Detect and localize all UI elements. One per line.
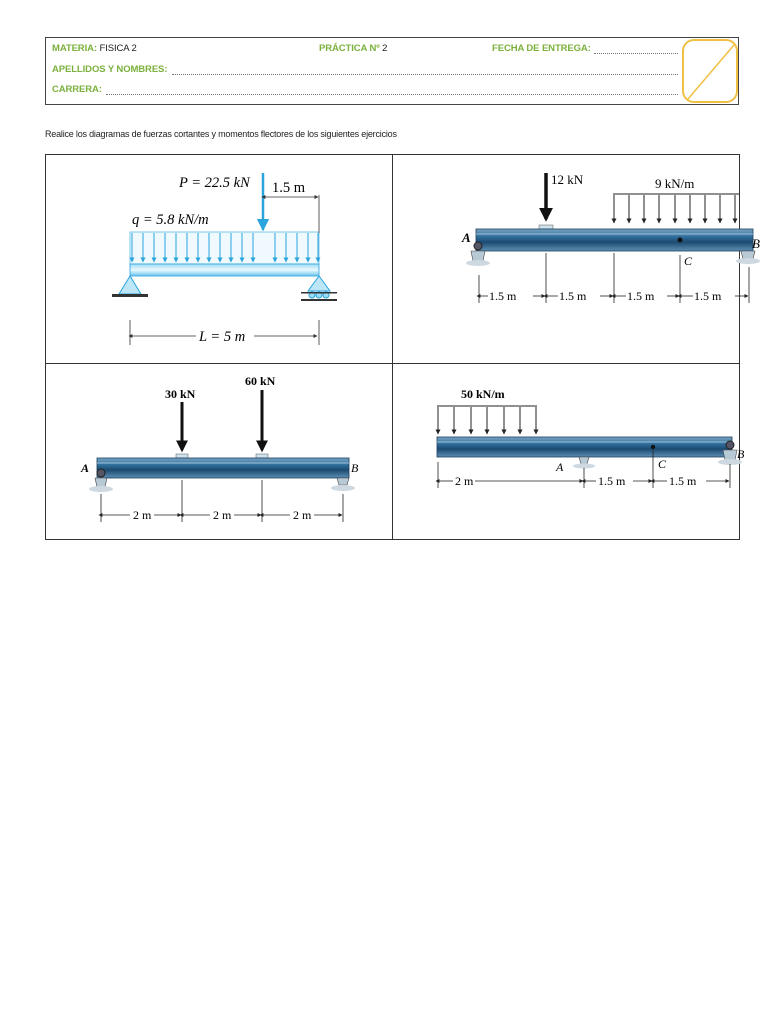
materia-label: MATERIA: (52, 43, 97, 54)
p2-point-c: C (684, 254, 693, 268)
p4-point-b: B (737, 447, 745, 461)
problem-2-figure (393, 155, 760, 363)
practica-label: PRÁCTICA Nº (319, 43, 380, 54)
instructions-text: Realice los diagramas de fuerzas cortantes y momentos flectores de los siguientes ejercicios (45, 129, 397, 139)
p1-dist-label: 1.5 m (272, 180, 306, 196)
header-box (45, 37, 739, 105)
p2-dim-4: 1.5 m (694, 289, 722, 303)
p2-dim-3: 1.5 m (627, 289, 655, 303)
p4-dim-2: 1.5 m (598, 474, 626, 488)
materia-row (52, 43, 137, 54)
p2-point-b: B (752, 236, 760, 251)
fecha-label: FECHA DE ENTREGA: (492, 43, 591, 54)
apellidos-blank[interactable] (172, 74, 678, 75)
materia-value: FISICA 2 (99, 43, 137, 54)
p4-dist-load-label: 50 kN/m (461, 387, 505, 401)
p2-point-a: A (462, 230, 471, 245)
p1-length-label: L = 5 m (199, 329, 246, 345)
carrera-row (52, 84, 102, 95)
practica-row (319, 43, 387, 54)
fecha-blank[interactable] (594, 53, 678, 54)
problem-1-figure (46, 155, 392, 363)
apellidos-row (52, 64, 167, 75)
apellidos-label: APELLIDOS Y NOMBRES: (52, 64, 168, 75)
problem-4-figure (393, 364, 745, 540)
p2-force-label: 12 kN (551, 172, 584, 187)
grade-slash (684, 41, 740, 105)
p3-force-1: 30 kN (165, 387, 196, 401)
p1-load-label: P = 22.5 kN (179, 175, 250, 191)
p2-dim-2: 1.5 m (559, 289, 587, 303)
p3-force-2: 60 kN (245, 374, 276, 388)
p3-point-b: B (351, 461, 359, 475)
p2-dim-1: 1.5 m (489, 289, 517, 303)
problem-3-figure (46, 364, 392, 540)
problems-grid (45, 154, 760, 540)
fecha-row (492, 43, 591, 54)
carrera-blank[interactable] (106, 94, 678, 95)
p4-point-a: A (556, 460, 564, 474)
p4-dim-1: 2 m (455, 474, 474, 488)
p3-dim-1: 2 m (133, 508, 152, 522)
p3-point-a: A (81, 461, 90, 475)
p1-q-label: q = 5.8 kN/m (132, 212, 209, 228)
p4-dim-3: 1.5 m (669, 474, 697, 488)
practica-value: 2 (382, 43, 388, 54)
p3-dim-2: 2 m (213, 508, 232, 522)
p4-point-c: C (658, 457, 667, 471)
carrera-label: CARRERA: (52, 84, 102, 95)
grade-box (682, 39, 738, 103)
p2-dist-load-label: 9 kN/m (655, 176, 695, 191)
p3-dim-3: 2 m (293, 508, 312, 522)
